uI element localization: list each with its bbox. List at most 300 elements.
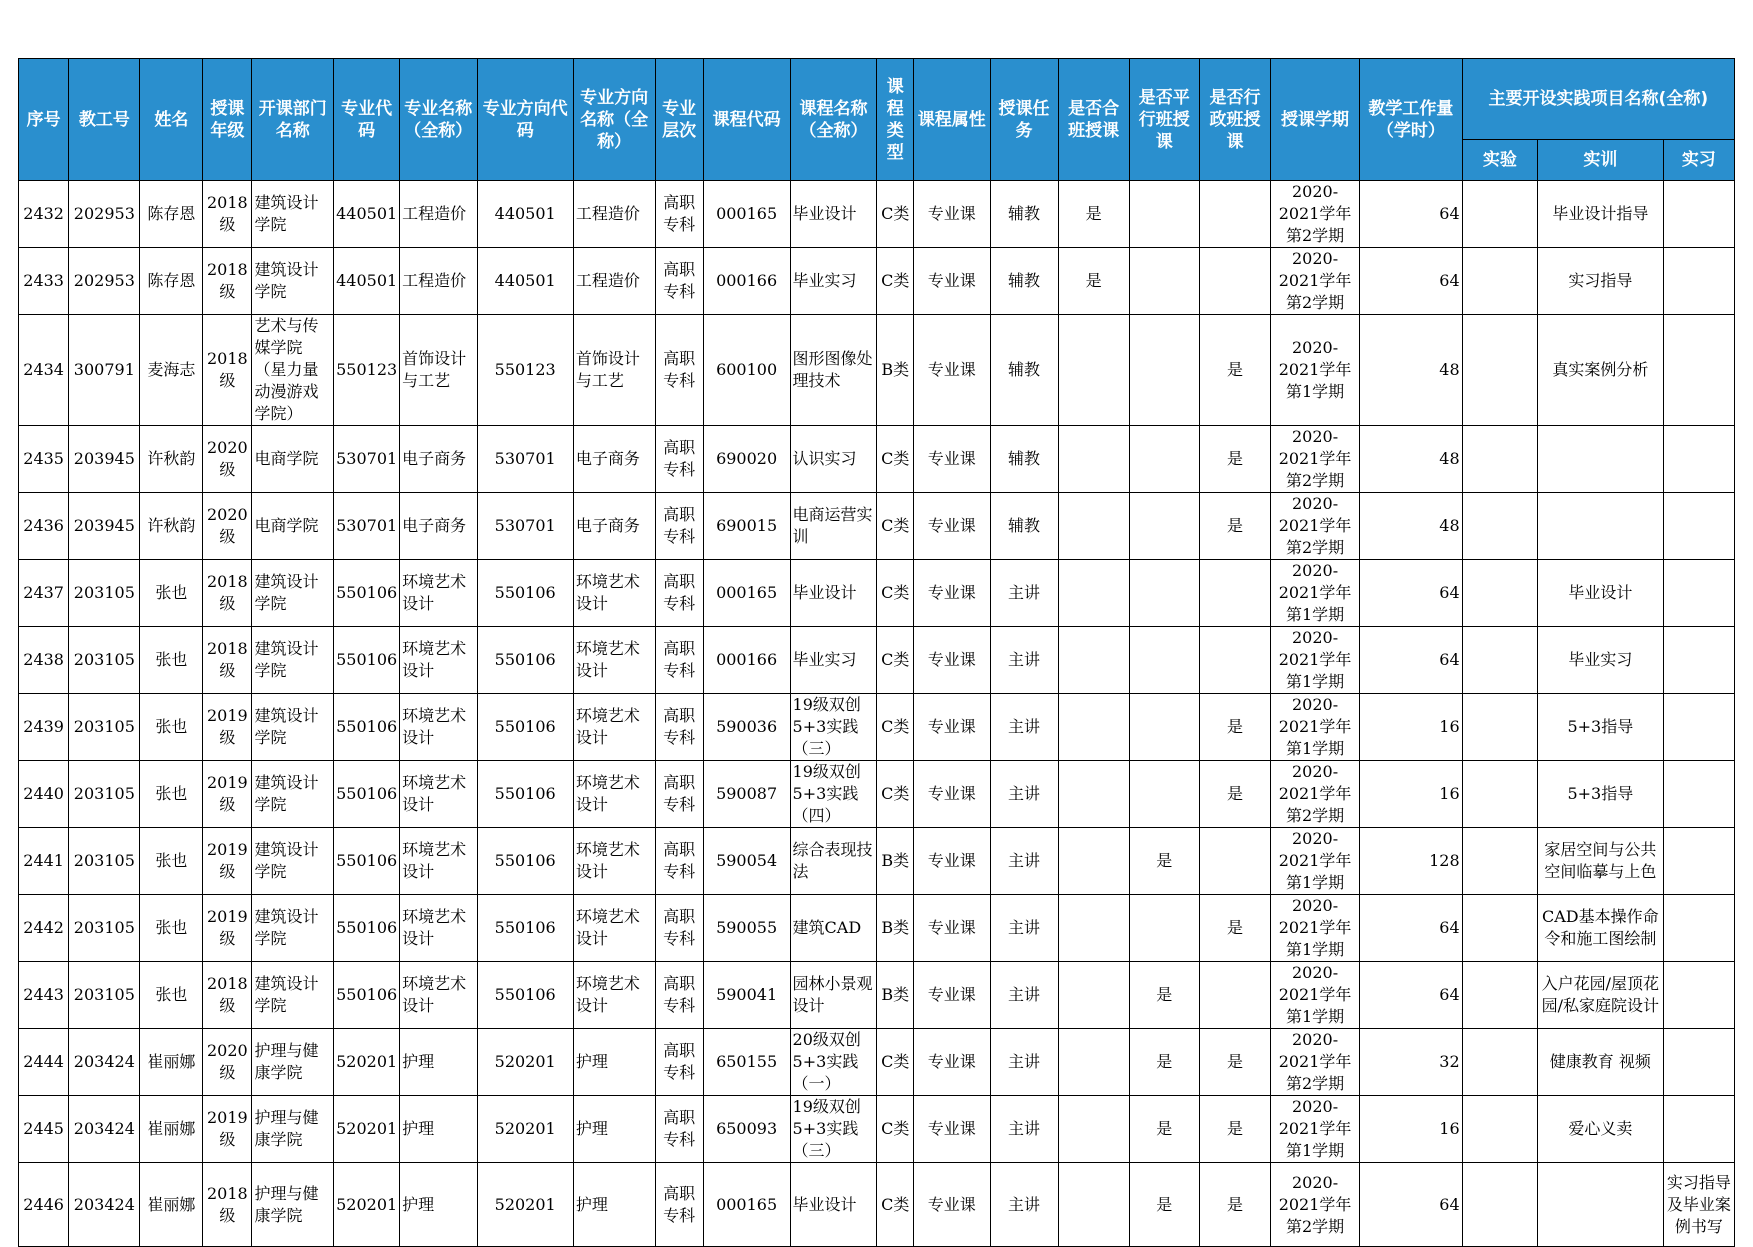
course-code-cell [703, 248, 790, 315]
task-cell [990, 627, 1058, 694]
major-code-cell-text: 520201 [336, 1052, 398, 1071]
internship-cell [1663, 248, 1734, 315]
hours-cell [1360, 962, 1463, 1029]
course-code-cell [703, 694, 790, 761]
admin-cell [1199, 1163, 1270, 1247]
dept-cell [252, 248, 334, 315]
major-name-cell-text: 环境艺术设计 [402, 572, 467, 613]
grade-cell-text: 2018级 [206, 572, 248, 613]
dept-cell [252, 426, 334, 493]
course-attr-cell [914, 181, 990, 248]
internship-cell [1663, 181, 1734, 248]
experiment-cell [1462, 248, 1537, 315]
grade-cell-text: 2020级 [206, 1041, 248, 1082]
course-code-cell [703, 493, 790, 560]
seq-cell [19, 248, 69, 315]
task-cell-text: 主讲 [1008, 1052, 1041, 1071]
hours-cell [1360, 694, 1463, 761]
course-type-cell [877, 181, 914, 248]
grade-cell [203, 426, 252, 493]
name-cell-text: 麦海志 [147, 360, 196, 379]
hours-cell-text: 64 [1439, 650, 1460, 669]
merged-cell [1058, 315, 1129, 426]
level-cell [655, 560, 703, 627]
col-header-major-name: 专业名称（全称） [400, 59, 477, 181]
course-attr-cell-text: 专业课 [927, 784, 976, 803]
course-name-cell-text: 19级双创5+3实践（三） [792, 695, 861, 758]
level-cell [655, 1029, 703, 1096]
parallel-cell [1129, 248, 1199, 315]
major-code-cell [334, 962, 400, 1029]
direction-name-cell-text: 电子商务 [575, 516, 640, 535]
merged-cell [1058, 560, 1129, 627]
course-name-cell-text: 19级双创5+3实践（三） [792, 1097, 861, 1160]
grade-cell-text: 2018级 [206, 349, 248, 390]
course-name-cell [790, 895, 877, 962]
direction-name-cell [573, 895, 655, 962]
direction-code-cell [477, 493, 573, 560]
level-cell-text: 高职专科 [663, 840, 696, 881]
course-type-cell-text: C类 [881, 583, 910, 602]
direction-code-cell-text: 550106 [494, 784, 556, 803]
training-cell [1538, 1163, 1664, 1247]
internship-cell-text: 实习指导及毕业案例书写 [1666, 1172, 1731, 1236]
course-code-cell-text: 600100 [716, 360, 778, 379]
hours-cell [1360, 761, 1463, 828]
hours-cell [1360, 1029, 1463, 1096]
parallel-cell [1129, 962, 1199, 1029]
task-cell [990, 895, 1058, 962]
task-cell [990, 828, 1058, 895]
level-cell-text: 高职专科 [663, 907, 696, 948]
task-cell-text: 主讲 [1008, 851, 1041, 870]
internship-cell [1663, 1096, 1734, 1163]
training-cell [1538, 248, 1664, 315]
grade-cell [203, 895, 252, 962]
direction-name-cell [573, 248, 655, 315]
name-cell-text: 张也 [155, 583, 188, 602]
level-cell-text: 高职专科 [663, 1041, 696, 1082]
direction-code-cell-text: 520201 [494, 1119, 556, 1138]
major-code-cell [334, 895, 400, 962]
table-row [19, 627, 1735, 694]
merged-cell [1058, 493, 1129, 560]
course-code-cell-text: 650155 [716, 1052, 778, 1071]
staff-id-cell [69, 426, 140, 493]
term-cell-text: 2020-2021学年第1学期 [1278, 829, 1352, 892]
term-cell [1271, 1029, 1360, 1096]
teaching-workload-table [18, 58, 1735, 1247]
course-attr-cell [914, 627, 990, 694]
name-cell [140, 962, 203, 1029]
course-attr-cell-text: 专业课 [927, 360, 976, 379]
seq-cell-text: 2439 [23, 717, 64, 736]
direction-name-cell-text: 环境艺术设计 [575, 773, 640, 814]
admin-cell [1199, 627, 1270, 694]
course-type-cell [877, 962, 914, 1029]
staff-id-cell [69, 1096, 140, 1163]
major-code-cell-text: 440501 [336, 271, 398, 290]
course-code-cell [703, 181, 790, 248]
staff-id-cell-text: 203105 [73, 918, 135, 937]
course-attr-cell [914, 694, 990, 761]
grade-cell [203, 1163, 252, 1247]
hours-cell-text: 48 [1439, 516, 1460, 535]
col-header-direction-name: 专业方向名称（全称） [573, 59, 655, 181]
course-code-cell [703, 1163, 790, 1247]
seq-cell [19, 181, 69, 248]
major-code-cell-text: 550106 [336, 985, 398, 1004]
seq-cell-text: 2441 [23, 851, 64, 870]
col-header-course-name: 课程名称（全称） [790, 59, 877, 181]
dept-cell-text: 电商学院 [254, 449, 319, 468]
course-code-cell-text: 000165 [716, 583, 778, 602]
level-cell-text: 高职专科 [663, 260, 696, 301]
level-cell [655, 315, 703, 426]
term-cell [1271, 493, 1360, 560]
major-code-cell [334, 560, 400, 627]
level-cell-text: 高职专科 [663, 1183, 696, 1225]
parallel-cell-text: 是 [1156, 851, 1173, 870]
col-header-parallel: 是否平行班授课 [1129, 59, 1199, 181]
course-type-cell [877, 1096, 914, 1163]
staff-id-cell [69, 493, 140, 560]
direction-name-cell-text: 护理 [575, 1052, 608, 1071]
col-header-term: 授课学期 [1271, 59, 1360, 181]
merged-cell [1058, 761, 1129, 828]
major-code-cell-text: 550106 [336, 583, 398, 602]
col-header-major-code: 专业代码 [334, 59, 400, 181]
grade-cell-text: 2018级 [206, 1183, 248, 1225]
dept-cell-text: 护理与健康学院 [254, 1183, 319, 1225]
course-name-cell [790, 1029, 877, 1096]
col-header-staff-id: 教工号 [69, 59, 140, 181]
grade-cell-text: 2019级 [206, 1108, 248, 1149]
dept-cell-text: 护理与健康学院 [254, 1041, 319, 1082]
major-name-cell-text: 护理 [402, 1119, 435, 1138]
admin-cell-text: 是 [1226, 516, 1243, 535]
training-cell [1538, 962, 1664, 1029]
course-type-cell [877, 560, 914, 627]
term-cell-text: 2020-2021学年第1学期 [1278, 963, 1352, 1026]
direction-code-cell [477, 1163, 573, 1247]
merged-cell-text: 是 [1085, 204, 1102, 223]
experiment-cell [1462, 962, 1537, 1029]
training-cell-text: 毕业设计 [1568, 583, 1633, 602]
course-name-cell-text: 图形图像处理技术 [792, 349, 873, 390]
merged-cell [1058, 181, 1129, 248]
direction-code-cell-text: 550106 [494, 851, 556, 870]
hours-cell-text: 64 [1439, 985, 1460, 1004]
admin-cell [1199, 493, 1270, 560]
course-type-cell-text: C类 [881, 650, 910, 669]
term-cell-text: 2020-2021学年第2学期 [1278, 762, 1352, 825]
table-row [19, 493, 1735, 560]
grade-cell [203, 828, 252, 895]
name-cell [140, 694, 203, 761]
term-cell-text: 2020-2021学年第1学期 [1278, 896, 1352, 959]
level-cell-text: 高职专科 [663, 639, 696, 680]
major-code-cell-text: 520201 [336, 1194, 398, 1214]
parallel-cell-text: 是 [1156, 1052, 1173, 1071]
name-cell [140, 315, 203, 426]
staff-id-cell [69, 761, 140, 828]
name-cell [140, 627, 203, 694]
course-attr-cell-text: 专业课 [927, 271, 976, 290]
level-cell [655, 426, 703, 493]
course-name-cell-text: 电商运营实训 [792, 505, 873, 546]
level-cell [655, 1163, 703, 1247]
hours-cell-text: 64 [1439, 1194, 1460, 1214]
name-cell [140, 761, 203, 828]
course-type-cell-text: B类 [881, 918, 910, 937]
admin-cell [1199, 560, 1270, 627]
col-header-admin: 是否行政班授课 [1199, 59, 1270, 181]
hours-cell [1360, 895, 1463, 962]
course-attr-cell [914, 315, 990, 426]
major-name-cell-text: 环境艺术设计 [402, 840, 467, 881]
staff-id-cell-text: 202953 [73, 271, 135, 290]
direction-name-cell-text: 环境艺术设计 [575, 639, 640, 680]
admin-cell-text: 是 [1226, 717, 1243, 736]
dept-cell-text: 建筑设计学院 [254, 840, 319, 881]
seq-cell-text: 2436 [23, 516, 64, 535]
major-name-cell-text: 电子商务 [402, 516, 467, 535]
col-header-internship: 实习 [1663, 140, 1734, 181]
grade-cell [203, 1029, 252, 1096]
major-code-cell-text: 550106 [336, 918, 398, 937]
dept-cell [252, 1096, 334, 1163]
name-cell-text: 崔丽娜 [147, 1194, 196, 1214]
term-cell-text: 2020-2021学年第1学期 [1278, 695, 1352, 758]
task-cell-text: 辅教 [1008, 271, 1041, 290]
direction-name-cell-text: 护理 [575, 1119, 608, 1138]
course-attr-cell [914, 560, 990, 627]
training-cell-text: 毕业设计指导 [1552, 204, 1649, 223]
experiment-cell [1462, 627, 1537, 694]
merged-cell [1058, 426, 1129, 493]
col-header-dept: 开课部门名称 [252, 59, 334, 181]
term-cell [1271, 962, 1360, 1029]
parallel-cell [1129, 627, 1199, 694]
direction-name-cell-text: 首饰设计与工艺 [575, 349, 640, 390]
col-header-level: 专业层次 [655, 59, 703, 181]
course-attr-cell [914, 1163, 990, 1247]
major-code-cell [334, 493, 400, 560]
table-row [19, 1096, 1735, 1163]
admin-cell-text: 是 [1226, 449, 1243, 468]
course-code-cell [703, 627, 790, 694]
course-name-cell [790, 493, 877, 560]
name-cell-text: 张也 [155, 851, 188, 870]
name-cell [140, 1029, 203, 1096]
term-cell [1271, 560, 1360, 627]
course-attr-cell [914, 962, 990, 1029]
level-cell-text: 高职专科 [663, 505, 696, 546]
major-name-cell [400, 493, 477, 560]
direction-code-cell [477, 181, 573, 248]
course-code-cell [703, 315, 790, 426]
direction-name-cell-text: 环境艺术设计 [575, 907, 640, 948]
course-code-cell-text: 650093 [716, 1119, 778, 1138]
direction-code-cell [477, 694, 573, 761]
level-cell [655, 627, 703, 694]
level-cell [655, 181, 703, 248]
grade-cell [203, 694, 252, 761]
term-cell-text: 2020-2021学年第1学期 [1278, 1097, 1352, 1160]
task-cell-text: 辅教 [1008, 516, 1041, 535]
major-name-cell-text: 环境艺术设计 [402, 907, 467, 948]
course-type-cell-text: C类 [881, 1052, 910, 1071]
table-row [19, 694, 1735, 761]
course-attr-cell-text: 专业课 [927, 1119, 976, 1138]
course-type-cell [877, 694, 914, 761]
col-header-task: 授课任务 [990, 59, 1058, 181]
level-cell [655, 493, 703, 560]
hours-cell-text: 48 [1439, 360, 1460, 379]
direction-name-cell [573, 560, 655, 627]
seq-cell-text: 2434 [23, 360, 64, 379]
name-cell-text: 张也 [155, 717, 188, 736]
course-name-cell [790, 1163, 877, 1247]
admin-cell [1199, 315, 1270, 426]
task-cell [990, 181, 1058, 248]
task-cell [990, 426, 1058, 493]
course-name-cell-text: 毕业设计 [792, 1194, 857, 1214]
seq-cell [19, 493, 69, 560]
major-name-cell [400, 315, 477, 426]
task-cell-text: 主讲 [1008, 650, 1041, 669]
admin-cell-text: 是 [1226, 360, 1243, 379]
hours-cell-text: 16 [1439, 1119, 1460, 1138]
course-code-cell [703, 895, 790, 962]
level-cell-text: 高职专科 [663, 349, 696, 390]
table-row [19, 761, 1735, 828]
merged-cell-text: 是 [1085, 271, 1102, 290]
merged-cell [1058, 895, 1129, 962]
course-type-cell [877, 895, 914, 962]
term-cell-text: 2020-2021学年第2学期 [1278, 427, 1352, 490]
training-cell-text: 实习指导 [1568, 271, 1633, 290]
course-type-cell [877, 426, 914, 493]
dept-cell [252, 1029, 334, 1096]
seq-cell-text: 2438 [23, 650, 64, 669]
course-name-cell [790, 181, 877, 248]
name-cell [140, 248, 203, 315]
staff-id-cell-text: 202953 [73, 204, 135, 223]
dept-cell [252, 895, 334, 962]
parallel-cell-text: 是 [1156, 1194, 1173, 1214]
staff-id-cell [69, 828, 140, 895]
seq-cell-text: 2442 [23, 918, 64, 937]
staff-id-cell [69, 694, 140, 761]
direction-name-cell-text: 环境艺术设计 [575, 572, 640, 613]
table-row [19, 1029, 1735, 1096]
training-cell-text: 5+3指导 [1567, 784, 1634, 803]
course-attr-cell [914, 1029, 990, 1096]
major-code-cell [334, 627, 400, 694]
admin-cell-text: 是 [1226, 784, 1243, 803]
staff-id-cell-text: 300791 [73, 360, 135, 379]
direction-code-cell-text: 550106 [494, 650, 556, 669]
table-row [19, 315, 1735, 426]
dept-cell-text: 护理与健康学院 [254, 1108, 319, 1149]
major-code-cell-text: 440501 [336, 204, 398, 223]
course-type-cell [877, 493, 914, 560]
merged-cell [1058, 694, 1129, 761]
task-cell [990, 1163, 1058, 1247]
major-code-cell [334, 1096, 400, 1163]
parallel-cell [1129, 493, 1199, 560]
direction-code-cell-text: 530701 [494, 516, 556, 535]
course-code-cell [703, 1096, 790, 1163]
course-name-cell-text: 20级双创5+3实践（一） [792, 1030, 861, 1093]
task-cell [990, 694, 1058, 761]
name-cell-text: 张也 [155, 650, 188, 669]
staff-id-cell-text: 203424 [73, 1194, 135, 1214]
staff-id-cell-text: 203105 [73, 650, 135, 669]
dept-cell [252, 761, 334, 828]
training-cell-text: 健康教育 视频 [1549, 1052, 1651, 1071]
course-attr-cell-text: 专业课 [927, 516, 976, 535]
major-name-cell [400, 560, 477, 627]
task-cell-text: 辅教 [1008, 204, 1041, 223]
major-name-cell [400, 828, 477, 895]
grade-cell-text: 2020级 [206, 505, 248, 546]
dept-cell-text: 建筑设计学院 [254, 974, 319, 1015]
task-cell-text: 主讲 [1008, 1119, 1041, 1138]
training-cell [1538, 560, 1664, 627]
course-code-cell [703, 426, 790, 493]
course-type-cell [877, 627, 914, 694]
name-cell [140, 1096, 203, 1163]
admin-cell [1199, 694, 1270, 761]
course-name-cell-text: 综合表现技法 [792, 840, 873, 881]
direction-name-cell-text: 护理 [575, 1194, 608, 1214]
dept-cell [252, 493, 334, 560]
col-header-direction-code: 专业方向代码 [477, 59, 573, 181]
level-cell-text: 高职专科 [663, 706, 696, 747]
seq-cell-text: 2444 [23, 1052, 64, 1071]
dept-cell [252, 560, 334, 627]
level-cell [655, 1096, 703, 1163]
grade-cell [203, 560, 252, 627]
direction-code-cell-text: 530701 [494, 449, 556, 468]
major-code-cell [334, 181, 400, 248]
grade-cell [203, 962, 252, 1029]
direction-code-cell [477, 1029, 573, 1096]
major-name-cell-text: 环境艺术设计 [402, 706, 467, 747]
task-cell [990, 560, 1058, 627]
grade-cell [203, 493, 252, 560]
direction-code-cell [477, 1096, 573, 1163]
name-cell [140, 181, 203, 248]
grade-cell [203, 1096, 252, 1163]
course-type-cell-text: B类 [881, 985, 910, 1004]
level-cell-text: 高职专科 [663, 773, 696, 814]
dept-cell-text: 艺术与传媒学院（星力量动漫游戏学院） [254, 316, 319, 423]
course-type-cell [877, 828, 914, 895]
course-type-cell [877, 761, 914, 828]
internship-cell [1663, 560, 1734, 627]
col-header-training: 实训 [1538, 140, 1664, 181]
table-row [19, 560, 1735, 627]
hours-cell [1360, 828, 1463, 895]
term-cell-text: 2020-2021学年第1学期 [1278, 338, 1352, 401]
major-name-cell-text: 工程造价 [402, 271, 467, 290]
admin-cell [1199, 426, 1270, 493]
training-cell [1538, 426, 1664, 493]
